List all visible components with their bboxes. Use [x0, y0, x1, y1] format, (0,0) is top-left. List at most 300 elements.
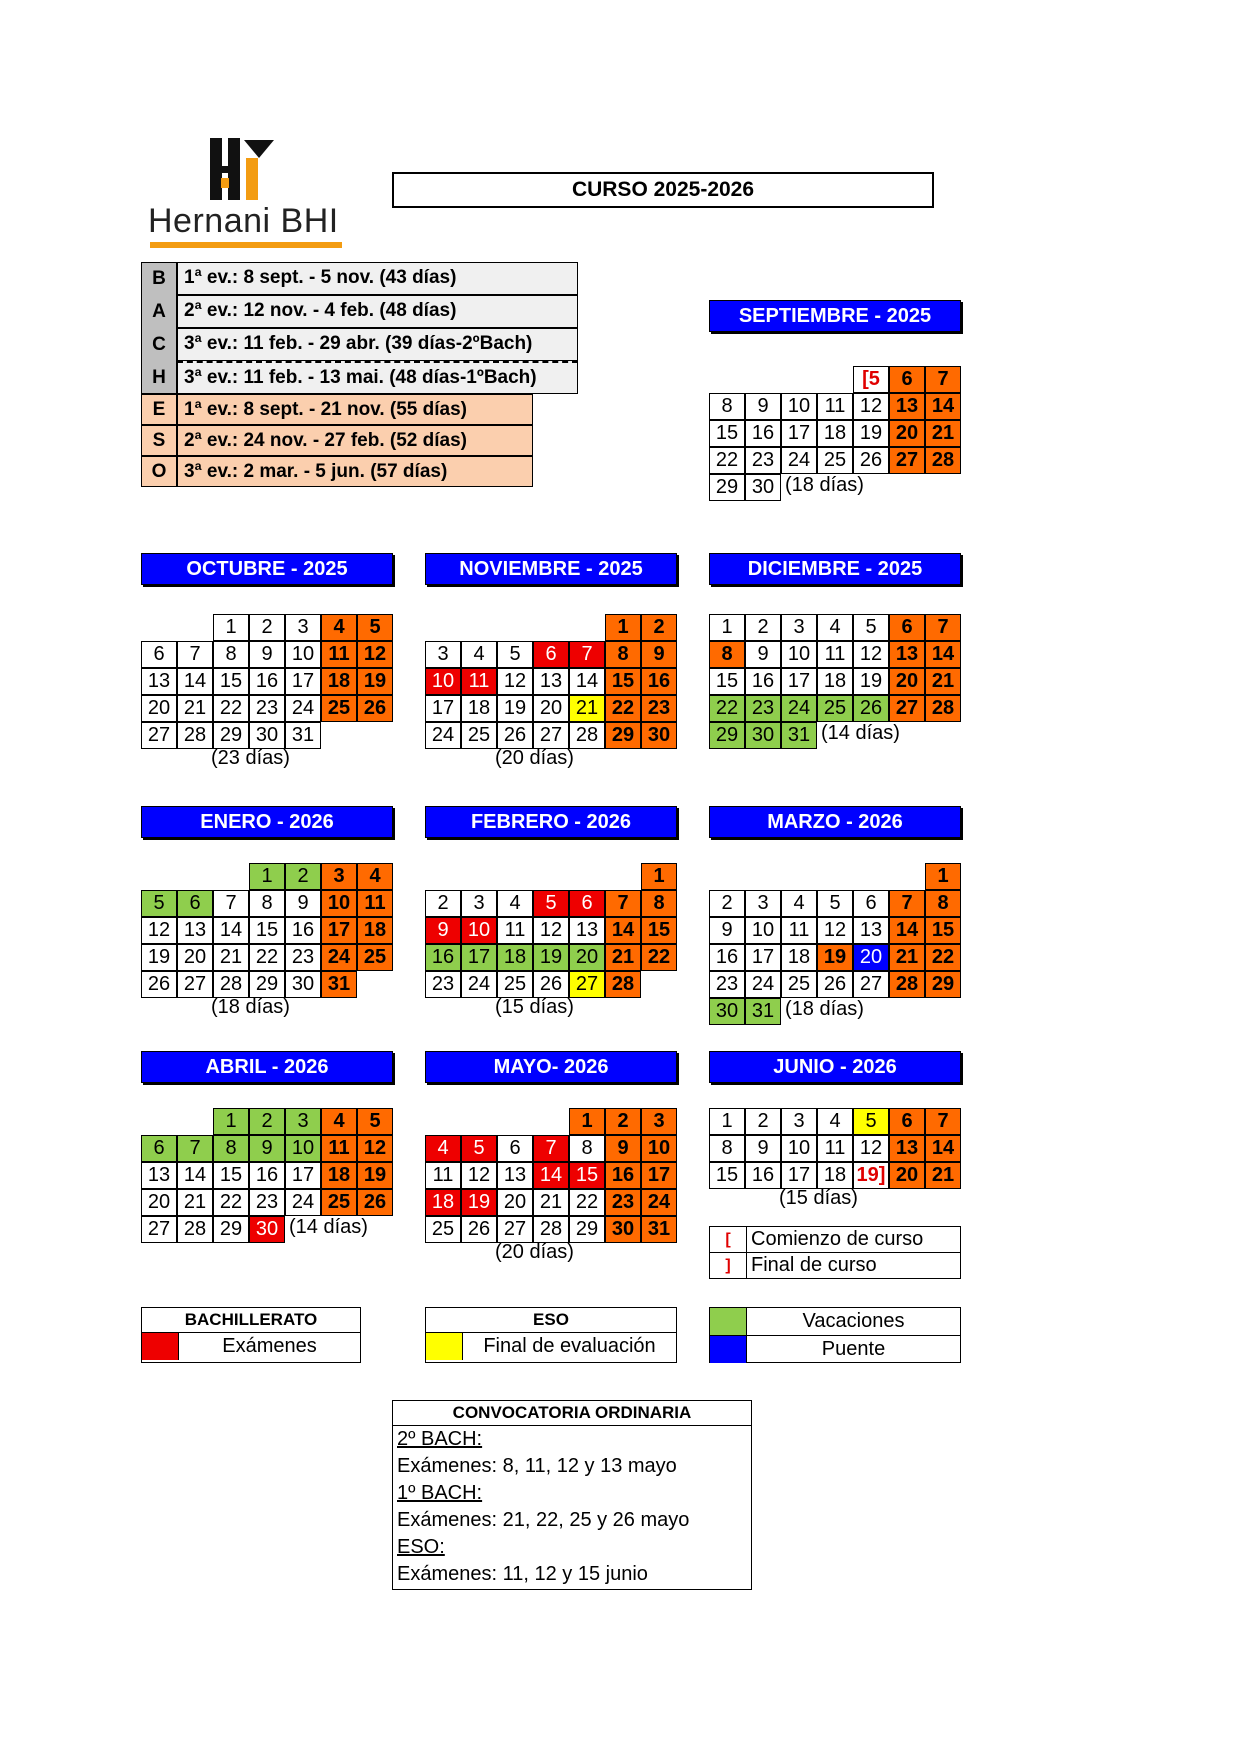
day-cell: 30	[285, 971, 321, 998]
day-cell: 9	[745, 1135, 781, 1162]
day-cell: 11	[817, 393, 853, 420]
eso-letter: O	[141, 456, 177, 487]
day-cell: 14	[569, 668, 605, 695]
day-cell: 11	[321, 641, 357, 668]
logo-icon	[148, 136, 344, 202]
day-cell: 3	[425, 641, 461, 668]
day-cell: 8	[213, 641, 249, 668]
convocatoria-title: CONVOCATORIA ORDINARIA	[393, 1401, 751, 1426]
day-cell: 16	[249, 668, 285, 695]
school-days-count: (20 días)	[495, 1241, 574, 1263]
eso-evaluation-row: 1ª ev.: 8 sept. - 21 nov. (55 días)	[177, 394, 533, 425]
day-cell: 5	[357, 1108, 393, 1135]
day-cell: 12	[497, 668, 533, 695]
day-cell: 24	[461, 971, 497, 998]
end-label: Final de curso	[751, 1254, 877, 1276]
day-cell: 2	[605, 1108, 641, 1135]
exam-swatch	[142, 1333, 179, 1360]
day-cell: 16	[745, 1162, 781, 1189]
day-cell: 28	[925, 695, 961, 722]
day-cell: 20	[141, 695, 177, 722]
day-cell: 29	[709, 722, 745, 749]
day-cell: 4	[321, 1108, 357, 1135]
day-cell: 12	[461, 1162, 497, 1189]
day-cell: 28	[213, 971, 249, 998]
bach-evaluation-row: 1ª ev.: 8 sept. - 5 nov. (43 días)	[177, 262, 578, 295]
month-header-jun: JUNIO - 2026	[709, 1051, 961, 1083]
day-cell: 28	[533, 1216, 569, 1243]
day-cell: 25	[321, 695, 357, 722]
day-cell: 13	[569, 917, 605, 944]
day-cell: 5	[357, 614, 393, 641]
day-cell: 25	[497, 971, 533, 998]
day-cell: 7	[213, 890, 249, 917]
day-cell: 22	[605, 695, 641, 722]
eso-letter: E	[141, 394, 177, 425]
day-cell: 2	[641, 614, 677, 641]
day-cell: 19	[141, 944, 177, 971]
day-cell: 17	[461, 944, 497, 971]
day-cell: 25	[817, 447, 853, 474]
day-cell: 10	[285, 641, 321, 668]
day-cell: 23	[641, 695, 677, 722]
day-cell: 7	[569, 641, 605, 668]
day-cell: 22	[213, 695, 249, 722]
school-days-count: (14 días)	[289, 1216, 368, 1238]
day-cell: 1	[569, 1108, 605, 1135]
day-cell: 25	[357, 944, 393, 971]
day-cell: 29	[213, 1216, 249, 1243]
day-cell: 26	[817, 971, 853, 998]
day-cell: 3	[321, 863, 357, 890]
day-cell: 9	[285, 890, 321, 917]
day-cell: 26	[357, 695, 393, 722]
day-cell: 25	[461, 722, 497, 749]
day-cell: 25	[321, 1189, 357, 1216]
day-cell: 3	[461, 890, 497, 917]
day-cell: 22	[709, 447, 745, 474]
final-eval-label: Final de evaluación	[483, 1335, 656, 1357]
day-cell: 3	[745, 890, 781, 917]
day-cell: 19	[853, 420, 889, 447]
day-cell: 21	[213, 944, 249, 971]
school-days-count: (15 días)	[495, 996, 574, 1018]
day-cell: 24	[285, 1189, 321, 1216]
day-cell: 30	[605, 1216, 641, 1243]
day-cell: 13	[889, 1135, 925, 1162]
bachillerato-legend	[141, 1307, 361, 1363]
holidays-legend	[709, 1307, 961, 1363]
day-cell: 12	[533, 917, 569, 944]
day-cell: 26	[461, 1216, 497, 1243]
bridge-label: Puente	[821, 1338, 886, 1360]
day-cell: 30	[641, 722, 677, 749]
day-cell: 1	[709, 614, 745, 641]
day-cell: 15	[213, 668, 249, 695]
convocatoria-box	[392, 1400, 752, 1590]
day-cell: 3	[781, 1108, 817, 1135]
day-cell: 7	[925, 614, 961, 641]
day-cell: 3	[285, 614, 321, 641]
start-marker: [	[710, 1227, 747, 1252]
day-cell: 17	[641, 1162, 677, 1189]
bach-evaluation-row: 2ª ev.: 12 nov. - 4 feb. (48 días)	[177, 295, 578, 328]
conv-2bach-heading: 2º BACH:	[397, 1428, 483, 1450]
day-cell: 20	[497, 1189, 533, 1216]
day-cell: 29	[709, 474, 745, 501]
day-cell: 21	[569, 695, 605, 722]
day-cell: 16	[605, 1162, 641, 1189]
conv-1bach-exams: Exámenes: 21, 22, 25 y 26 mayo	[397, 1509, 690, 1531]
day-cell: 10	[321, 890, 357, 917]
conv-eso-heading: ESO:	[397, 1536, 445, 1558]
day-cell: 2	[745, 614, 781, 641]
bach-evaluation-row: 3ª ev.: 11 feb. - 13 mai. (48 días-1ºBach)	[177, 361, 578, 394]
day-cell: 15	[709, 420, 745, 447]
day-cell: 31	[285, 722, 321, 749]
day-cell: 21	[605, 944, 641, 971]
conv-eso-exams: Exámenes: 11, 12 y 15 junio	[397, 1563, 648, 1585]
day-cell: 4	[357, 863, 393, 890]
month-header-mar: MARZO - 2026	[709, 806, 961, 838]
day-cell: 7	[925, 366, 961, 393]
day-cell: 20	[177, 944, 213, 971]
day-cell: 27	[141, 1216, 177, 1243]
day-cell: 30	[249, 1216, 285, 1243]
day-cell: 14	[925, 1135, 961, 1162]
conv-2bach-exams: Exámenes: 8, 11, 12 y 13 mayo	[397, 1455, 677, 1477]
day-cell: 13	[533, 668, 569, 695]
day-cell: 22	[249, 944, 285, 971]
day-cell: 5	[497, 641, 533, 668]
day-cell: 2	[285, 863, 321, 890]
day-cell: 12	[853, 641, 889, 668]
day-cell: 23	[285, 944, 321, 971]
month-header-may: MAYO- 2026	[425, 1051, 677, 1083]
day-cell: 16	[425, 944, 461, 971]
day-cell: 18	[497, 944, 533, 971]
day-cell: 28	[605, 971, 641, 998]
day-cell: 28	[569, 722, 605, 749]
day-cell: 12	[853, 393, 889, 420]
day-cell: 4	[781, 890, 817, 917]
bach-letter: B	[152, 268, 166, 289]
day-cell: 12	[817, 917, 853, 944]
day-cell: 14	[213, 917, 249, 944]
month-header-dec: DICIEMBRE - 2025	[709, 553, 961, 585]
day-cell: 20	[889, 1162, 925, 1189]
day-cell: 26	[141, 971, 177, 998]
day-cell: 13	[889, 393, 925, 420]
day-cell: 20	[889, 420, 925, 447]
day-cell: 7	[889, 890, 925, 917]
day-cell: 1	[605, 614, 641, 641]
day-cell: 19	[533, 944, 569, 971]
day-cell: 6	[533, 641, 569, 668]
day-cell: 15	[605, 668, 641, 695]
day-cell: 14	[533, 1162, 569, 1189]
bridge-swatch	[710, 1336, 747, 1363]
day-cell: 11	[817, 641, 853, 668]
month-header-feb: FEBRERO - 2026	[425, 806, 677, 838]
day-cell: 15	[213, 1162, 249, 1189]
day-cell: 27	[889, 447, 925, 474]
month-header-apr: ABRIL - 2026	[141, 1051, 393, 1083]
day-cell: 29	[569, 1216, 605, 1243]
day-cell: 10	[781, 641, 817, 668]
day-cell: 12	[141, 917, 177, 944]
day-cell: 25	[425, 1216, 461, 1243]
logo-underline	[150, 242, 342, 248]
day-cell: 13	[497, 1162, 533, 1189]
day-cell: 19	[357, 668, 393, 695]
day-cell: 3	[781, 614, 817, 641]
day-cell: 19	[461, 1189, 497, 1216]
day-cell: 11	[781, 917, 817, 944]
vacation-swatch	[710, 1308, 747, 1335]
eso-evaluation-row: 3ª ev.: 2 mar. - 5 jun. (57 días)	[177, 456, 533, 487]
day-cell: 6	[141, 641, 177, 668]
day-cell: 19	[853, 668, 889, 695]
day-cell: 4	[425, 1135, 461, 1162]
day-cell: 22	[641, 944, 677, 971]
day-cell: 14	[889, 917, 925, 944]
day-cell: 28	[889, 971, 925, 998]
day-cell: 21	[925, 420, 961, 447]
day-cell: 23	[745, 447, 781, 474]
day-cell: 8	[709, 1135, 745, 1162]
day-cell: 9	[709, 917, 745, 944]
logo-text: Hernani BHI	[148, 202, 339, 240]
school-logo	[148, 136, 344, 252]
page-title: CURSO 2025-2026	[392, 172, 934, 208]
day-cell: 15	[569, 1162, 605, 1189]
bach-letter: A	[152, 301, 166, 322]
day-cell: 21	[889, 944, 925, 971]
day-cell: 22	[925, 944, 961, 971]
day-cell: 3	[641, 1108, 677, 1135]
final-eval-swatch	[426, 1333, 463, 1360]
day-cell: 24	[321, 944, 357, 971]
day-cell: 15	[925, 917, 961, 944]
day-cell: 6	[889, 366, 925, 393]
day-cell: 12	[357, 641, 393, 668]
day-cell: 23	[605, 1189, 641, 1216]
day-cell: 21	[177, 1189, 213, 1216]
day-cell: 30	[249, 722, 285, 749]
day-cell: 3	[285, 1108, 321, 1135]
day-cell: 21	[925, 668, 961, 695]
day-cell: 27	[889, 695, 925, 722]
day-cell: 11	[817, 1135, 853, 1162]
day-cell: 21	[533, 1189, 569, 1216]
day-cell: 6	[141, 1135, 177, 1162]
day-cell: 24	[781, 695, 817, 722]
day-cell: 6	[497, 1135, 533, 1162]
day-cell: 14	[605, 917, 641, 944]
day-cell: 18	[781, 944, 817, 971]
day-cell: 24	[641, 1189, 677, 1216]
day-cell: 27	[141, 722, 177, 749]
school-days-count: (14 días)	[821, 722, 900, 744]
day-cell: 16	[709, 944, 745, 971]
start-label: Comienzo de curso	[751, 1228, 924, 1250]
day-cell: 20	[569, 944, 605, 971]
day-cell: 18	[461, 695, 497, 722]
day-cell: 27	[853, 971, 889, 998]
day-cell: 4	[497, 890, 533, 917]
day-cell: 28	[177, 722, 213, 749]
day-cell: 21	[925, 1162, 961, 1189]
day-cell: 24	[285, 695, 321, 722]
day-cell: 24	[425, 722, 461, 749]
day-cell: 9	[745, 641, 781, 668]
school-days-count: (18 días)	[785, 474, 864, 496]
day-cell: [5	[853, 366, 889, 393]
day-cell: 8	[569, 1135, 605, 1162]
day-cell: 16	[745, 668, 781, 695]
day-cell: 31	[321, 971, 357, 998]
day-cell: 10	[641, 1135, 677, 1162]
day-cell: 17	[781, 668, 817, 695]
day-cell: 9	[249, 641, 285, 668]
day-cell: 10	[461, 917, 497, 944]
day-cell: 23	[745, 695, 781, 722]
day-cell: 12	[853, 1135, 889, 1162]
conv-1bach-heading: 1º BACH:	[397, 1482, 483, 1504]
day-cell: 29	[249, 971, 285, 998]
day-cell: 17	[781, 420, 817, 447]
day-cell: 9	[249, 1135, 285, 1162]
day-cell: 24	[745, 971, 781, 998]
day-cell: 29	[605, 722, 641, 749]
day-cell: 6	[889, 614, 925, 641]
day-cell: 22	[569, 1189, 605, 1216]
day-cell: 30	[745, 722, 781, 749]
bach-letter: C	[152, 334, 166, 355]
day-cell: 2	[425, 890, 461, 917]
day-cell: 9	[641, 641, 677, 668]
day-cell: 9	[605, 1135, 641, 1162]
day-cell: 2	[249, 1108, 285, 1135]
day-cell: 24	[781, 447, 817, 474]
day-cell: 20	[533, 695, 569, 722]
day-cell: 5	[853, 1108, 889, 1135]
school-days-count: (23 días)	[211, 747, 290, 769]
day-cell: 16	[745, 420, 781, 447]
day-cell: 18	[321, 668, 357, 695]
day-cell: 18	[817, 668, 853, 695]
day-cell: 2	[249, 614, 285, 641]
day-cell: 21	[177, 695, 213, 722]
day-cell: 7	[177, 1135, 213, 1162]
day-cell: 31	[641, 1216, 677, 1243]
day-cell: 17	[285, 1162, 321, 1189]
day-cell: 15	[709, 1162, 745, 1189]
day-cell: 26	[357, 1189, 393, 1216]
day-cell: 10	[285, 1135, 321, 1162]
day-cell: 17	[425, 695, 461, 722]
day-cell: 19	[497, 695, 533, 722]
day-cell: 13	[889, 641, 925, 668]
day-cell: 28	[177, 1216, 213, 1243]
day-cell: 10	[745, 917, 781, 944]
day-cell: 1	[213, 614, 249, 641]
day-cell: 28	[925, 447, 961, 474]
day-cell: 20	[889, 668, 925, 695]
day-cell: 15	[249, 917, 285, 944]
day-cell: 8	[213, 1135, 249, 1162]
day-cell: 8	[249, 890, 285, 917]
bachillerato-legend-title: BACHILLERATO	[142, 1308, 360, 1333]
day-cell: 5	[817, 890, 853, 917]
day-cell: 8	[641, 890, 677, 917]
day-cell: 27	[569, 971, 605, 998]
day-cell: 5	[853, 614, 889, 641]
day-cell: 29	[925, 971, 961, 998]
day-cell: 26	[853, 695, 889, 722]
exam-label: Exámenes	[222, 1335, 317, 1357]
day-cell: 11	[497, 917, 533, 944]
day-cell: 6	[569, 890, 605, 917]
day-cell: 23	[425, 971, 461, 998]
day-cell: 8	[709, 393, 745, 420]
month-header-sep: SEPTIEMBRE - 2025	[709, 300, 961, 332]
day-cell: 20	[853, 944, 889, 971]
day-cell: 1	[641, 863, 677, 890]
day-cell: 15	[709, 668, 745, 695]
day-cell: 26	[533, 971, 569, 998]
day-cell: 19	[357, 1162, 393, 1189]
day-cell: 9	[745, 393, 781, 420]
day-cell: 23	[249, 1189, 285, 1216]
day-cell: 26	[497, 722, 533, 749]
day-cell: 2	[709, 890, 745, 917]
day-cell: 7	[533, 1135, 569, 1162]
day-cell: 14	[177, 668, 213, 695]
day-cell: 19	[817, 944, 853, 971]
day-cell: 18	[817, 1162, 853, 1189]
month-header-jan: ENERO - 2026	[141, 806, 393, 838]
day-cell: 16	[249, 1162, 285, 1189]
day-cell: 4	[817, 614, 853, 641]
day-cell: 13	[177, 917, 213, 944]
day-cell: 18	[357, 917, 393, 944]
school-days-count: (15 días)	[779, 1187, 858, 1209]
day-cell: 6	[889, 1108, 925, 1135]
school-days-count: (20 días)	[495, 747, 574, 769]
day-cell: 1	[925, 863, 961, 890]
day-cell: 8	[709, 641, 745, 668]
day-cell: 13	[141, 1162, 177, 1189]
day-cell: 18	[425, 1189, 461, 1216]
day-cell: 25	[781, 971, 817, 998]
day-cell: 5	[141, 890, 177, 917]
day-cell: 11	[357, 890, 393, 917]
day-cell: 17	[285, 668, 321, 695]
day-cell: 29	[213, 722, 249, 749]
day-cell: 4	[817, 1108, 853, 1135]
month-header-oct: OCTUBRE - 2025	[141, 553, 393, 585]
day-cell: 17	[745, 944, 781, 971]
day-cell: 18	[817, 420, 853, 447]
end-marker: ]	[710, 1253, 747, 1278]
day-cell: 17	[321, 917, 357, 944]
day-cell: 13	[853, 917, 889, 944]
day-cell: 11	[425, 1162, 461, 1189]
day-cell: 22	[213, 1189, 249, 1216]
bach-letter: H	[152, 367, 166, 388]
